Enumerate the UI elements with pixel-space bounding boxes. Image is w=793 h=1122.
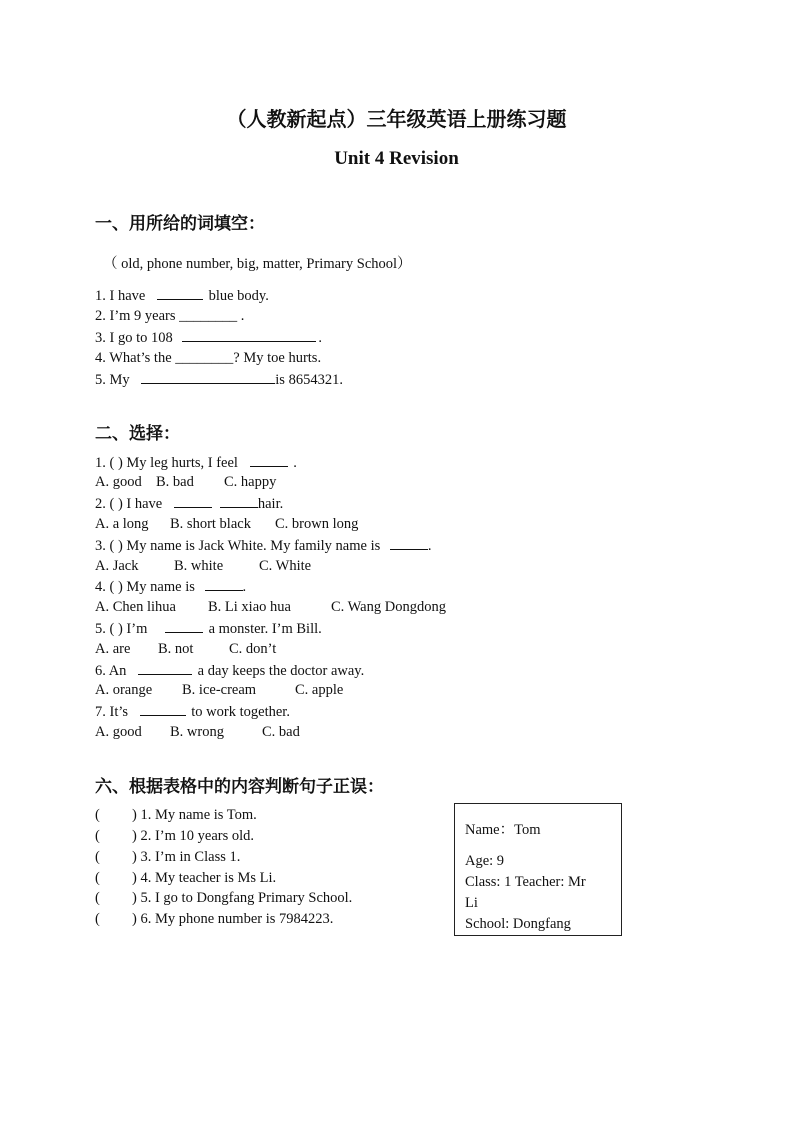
info-name: Name：Tom [465,822,541,838]
student-info-box [454,803,622,936]
mc-question-3 [95,535,432,556]
mc-question-2 [95,493,283,514]
fill-item-2-before: 2. I’m 9 years [95,308,180,324]
tf-answer-paren-6[interactable]: ( [95,911,100,927]
mc-options-2 [95,514,358,534]
mc-q6-option-c[interactable]: C. apple [295,682,344,698]
tf-statement-3: ( ) 3. I’m in Class 1. [95,849,241,865]
mc-q2-option-b[interactable]: B. short black [170,516,251,532]
mc-q1-stem-end: . [289,455,297,471]
mc-q1-stem: 1. ( ) My leg hurts, I feel [95,455,242,471]
mc-q6-option-b[interactable]: B. ice-cream [182,682,257,698]
mc-q3-option-b[interactable]: B. white [174,558,224,574]
tf-answer-paren-4[interactable]: ( [95,870,100,886]
tf-statement-5: ( ) 5. I go to Dongfang Primary School. [95,890,353,906]
mc-question-7 [95,701,290,722]
mc-options-7 [95,722,300,742]
mc-q2-blank-2[interactable] [220,493,258,508]
mc-q6-stem-end: a day keeps the doctor away. [194,663,365,679]
tf-statement-4-text: 4. My teacher is Ms Li. [140,870,277,886]
section-1-heading: 一、用所给的词填空： [95,214,265,234]
fill-item-3-before: 3. I go to 108 [95,330,177,346]
fill-item-2-after[interactable]: ________ . [179,308,245,324]
tf-answer-paren-3[interactable]: ( [95,849,100,865]
fill-item-3-after: . [318,330,322,346]
section-6-heading: 六、根据表格中的内容判断句子正误： [95,777,384,797]
mc-q5-option-a[interactable]: A. are [95,641,131,657]
fill-item-5-before: 5. My [95,372,134,388]
mc-q5-stem-end: a monster. I’m Bill. [204,621,322,637]
mc-q6-option-a[interactable]: A. orange [95,682,153,698]
tf-statement-1-text: 1. My name is Tom. [140,807,257,823]
tf-statement-5-text: 5. I go to Dongfang Primary School. [140,890,353,906]
fill-item-4-after[interactable]: ________? My toe hurts. [175,350,322,366]
mc-q3-option-a[interactable]: A. Jack [95,558,139,574]
mc-question-6 [95,660,364,681]
mc-q6-stem: 6. An [95,663,131,679]
fill-blank-5[interactable] [141,369,275,384]
mc-q2-stem: 2. ( ) I have [95,496,166,512]
fill-blank-1[interactable] [157,285,203,300]
info-age: Age: 9 [465,853,505,869]
fill-item-4-before: 4. What’s the [95,350,176,366]
tf-statement-6-text: 6. My phone number is 7984223. [140,911,334,927]
tf-answer-paren-2[interactable]: ( [95,828,100,844]
mc-q7-option-c[interactable]: C. bad [262,724,300,740]
mc-options-5 [95,639,276,659]
tf-statement-1: ( ) 1. My name is Tom. [95,807,257,823]
fill-item-2 [95,306,244,326]
mc-q7-stem: 7. It’s [95,704,132,720]
mc-q5-stem: 5. ( ) I’m [95,621,151,637]
mc-q4-stem: 4. ( ) My name is [95,579,199,595]
tf-answer-paren-1[interactable]: ( [95,807,100,823]
mc-q6-blank[interactable] [138,660,192,675]
mc-options-3 [95,556,311,576]
mc-q2-option-a[interactable]: A. a long [95,516,149,532]
mc-q3-option-c[interactable]: C. White [259,558,312,574]
mc-q4-option-c[interactable]: C. Wang Dongdong [331,599,446,615]
mc-q4-stem-end: . [242,579,247,595]
tf-statement-6: ( ) 6. My phone number is 7984223. [95,911,334,927]
fill-item-5-after: is 8654321. [275,372,343,388]
mc-q4-option-b[interactable]: B. Li xiao hua [208,599,291,615]
mc-q7-blank[interactable] [140,701,186,716]
mc-q1-option-c[interactable]: C. happy [224,474,277,490]
mc-q1-blank[interactable] [250,452,288,467]
mc-q7-option-b[interactable]: B. wrong [170,724,224,740]
mc-q2-stem-end: hair. [257,496,284,512]
mc-q5-option-c[interactable]: C. don’t [229,641,277,657]
fill-blank-3[interactable] [182,327,316,342]
mc-q2-blank-1[interactable] [174,493,212,508]
mc-q2-option-c[interactable]: C. brown long [275,516,359,532]
mc-q1-option-a[interactable]: A. good [95,474,142,490]
fill-item-1-after: blue body. [204,288,269,304]
mc-options-6 [95,680,343,700]
fill-item-3 [95,327,322,348]
mc-q1-option-b[interactable]: B. bad [156,474,194,490]
mc-options-4 [95,597,446,617]
mc-q5-blank[interactable] [165,618,203,633]
tf-statement-3-text: 3. I’m in Class 1. [140,849,241,865]
tf-statement-2: ( ) 2. I’m 10 years old. [95,828,255,844]
tf-statement-2-text: 2. I’m 10 years old. [140,828,255,844]
fill-item-1 [95,285,269,306]
fill-item-5 [95,369,343,390]
tf-answer-paren-5[interactable]: ( [95,890,100,906]
mc-q3-stem: 3. ( ) My name is Jack White. My family name is [95,538,384,554]
info-class-teacher: Class: 1 Teacher: Mr [465,874,586,890]
mc-q4-option-a[interactable]: A. Chen lihua [95,599,176,615]
section-2-heading: 二、选择： [95,424,180,444]
fill-item-4 [95,348,321,368]
mc-q7-stem-end: to work together. [187,704,290,720]
info-school: School: Dongfang [465,916,571,932]
page-title: （人教新起点）三年级英语上册练习题 [226,107,567,131]
mc-question-4 [95,576,246,597]
mc-q3-blank[interactable] [390,535,428,550]
page-subtitle: Unit 4 Revision [334,148,459,169]
mc-question-1 [95,452,297,473]
word-bank: （ old, phone number, big, matter, Primary School） [103,256,412,272]
tf-statement-4: ( ) 4. My teacher is Ms Li. [95,870,277,886]
mc-q4-blank[interactable] [205,576,243,591]
mc-q5-option-b[interactable]: B. not [158,641,194,657]
mc-options-1 [95,472,276,492]
fill-item-1-before: 1. I have [95,288,149,304]
mc-q3-stem-end: . [427,538,432,554]
info-class-teacher-cont: Li [465,895,478,911]
mc-question-5 [95,618,322,639]
mc-q7-option-a[interactable]: A. good [95,724,142,740]
